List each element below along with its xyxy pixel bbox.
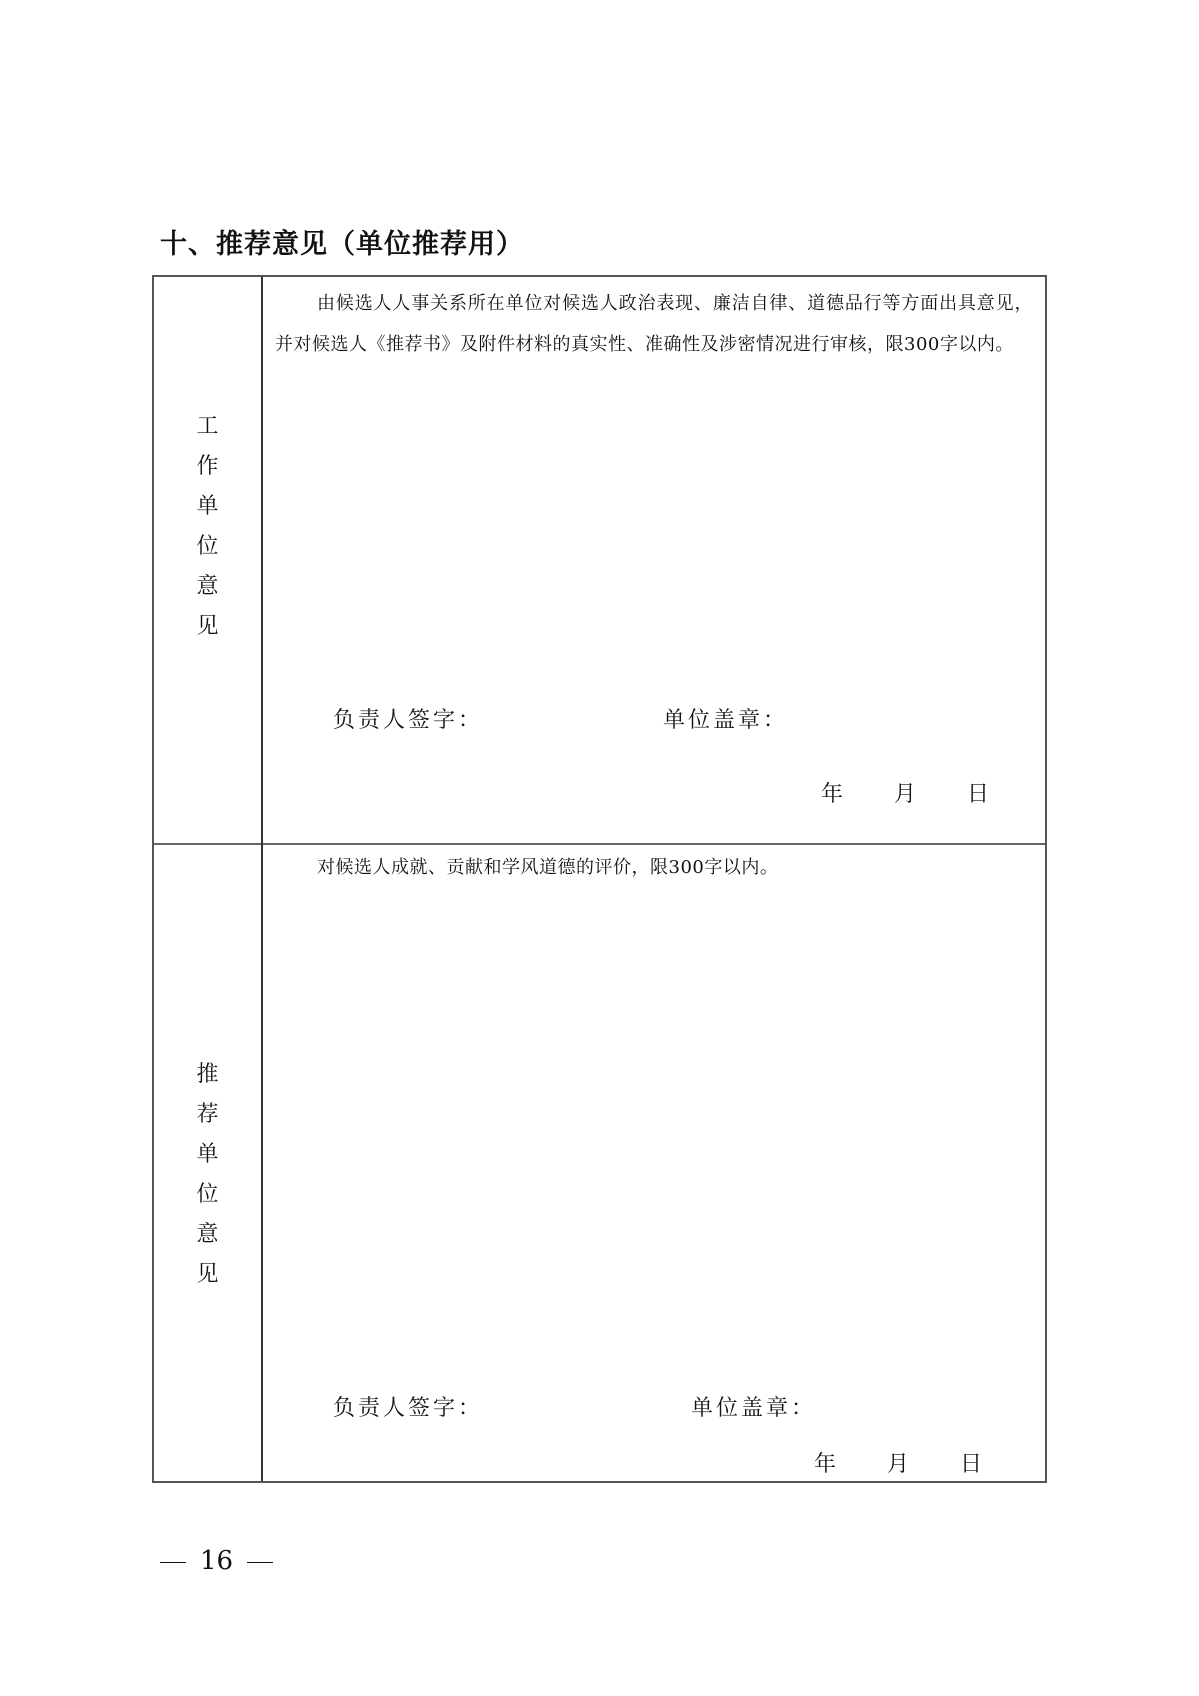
work-unit-opinion-row	[154, 277, 1045, 845]
date-day: 日	[960, 1452, 983, 1477]
label-char: 工	[196, 414, 219, 439]
label-char: 意	[196, 574, 219, 599]
date-month: 月	[894, 782, 917, 807]
label-char: 位	[196, 1182, 219, 1207]
work-unit-instruction: 由候选人人事关系所在单位对候选人政治表现、廉洁自律、道德品行等方面出具意见，并对候选人《推荐书》及附件材料的真实性、准确性及涉密情况进行审核，限300字以内。	[275, 293, 1033, 355]
dash-right	[247, 1562, 273, 1563]
label-char: 作	[196, 454, 219, 479]
label-char: 见	[196, 614, 219, 639]
recommending-unit-date	[814, 1447, 982, 1478]
label-char: 单	[196, 494, 219, 519]
label-char: 单	[196, 1142, 219, 1167]
label-char: 推	[196, 1062, 219, 1087]
date-year: 年	[814, 1452, 837, 1477]
recommending-unit-opinion-field[interactable]	[263, 843, 1045, 1481]
date-year: 年	[821, 782, 844, 807]
section-title: 十、推荐意见（单位推荐用）	[160, 229, 524, 260]
recommending-unit-opinion-label	[154, 1055, 261, 1295]
label-char: 位	[196, 534, 219, 559]
label-char: 意	[196, 1222, 219, 1247]
recommending-unit-seal-label: 单位盖章：	[691, 1396, 817, 1421]
work-unit-opinion-label-cell	[154, 277, 263, 843]
work-unit-date	[821, 777, 989, 808]
work-unit-seal-label: 单位盖章：	[663, 708, 789, 733]
recommending-unit-opinion-label-cell	[154, 843, 263, 1481]
date-month: 月	[887, 1452, 910, 1477]
label-char: 荐	[196, 1102, 219, 1127]
recommending-unit-signature-label: 负责人签字：	[333, 1396, 484, 1421]
page-number	[160, 1546, 287, 1576]
dash-left	[160, 1562, 186, 1563]
date-day: 日	[967, 782, 990, 807]
recommending-unit-instruction: 对候选人成就、贡献和学风道德的评价，限300字以内。	[317, 857, 779, 878]
label-char: 见	[196, 1262, 219, 1287]
work-unit-signature-label: 负责人签字：	[333, 708, 484, 733]
recommending-unit-opinion-row	[154, 843, 1045, 1481]
work-unit-opinion-label	[154, 407, 261, 647]
work-unit-opinion-field[interactable]	[263, 277, 1045, 843]
page-number-value: 16	[200, 1546, 234, 1576]
recommendation-form-table	[152, 275, 1047, 1483]
